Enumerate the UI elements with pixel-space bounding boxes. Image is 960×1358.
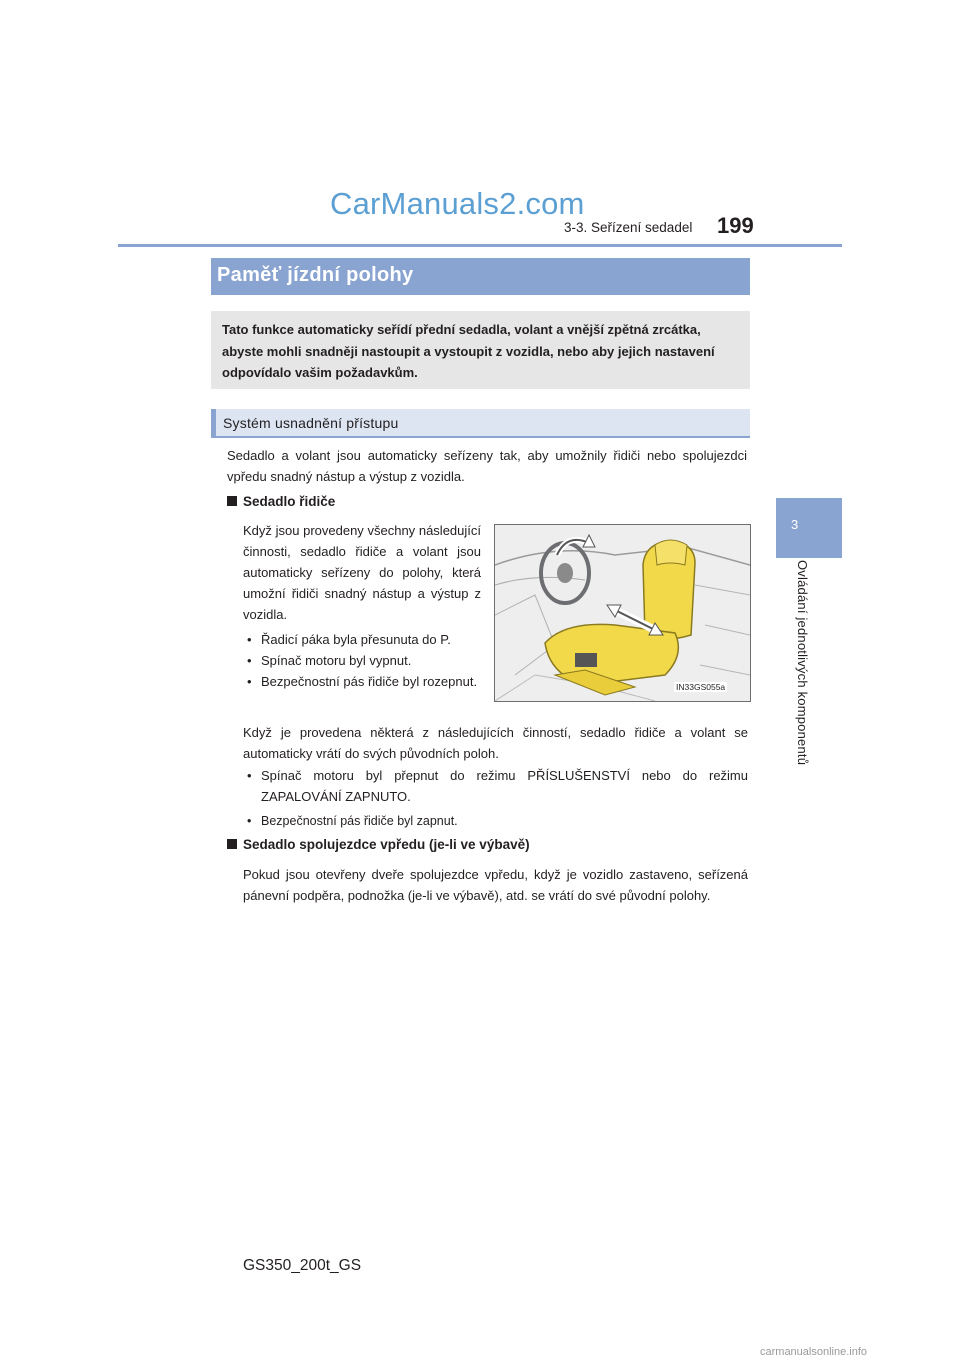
list-item: • Řadicí páka byla přesunuta do P. (243, 629, 481, 650)
list-item: • Bezpečnostní pás řidiče byl zapnut. (243, 811, 748, 832)
bullet-dot-icon: • (247, 674, 252, 689)
footer-watermark[interactable]: carmanualsonline.info (760, 1346, 868, 1358)
section-title: Paměť jízdní polohy (217, 264, 414, 286)
header-divider (118, 244, 842, 247)
driver-seat-heading (227, 494, 335, 509)
passenger-seat-heading-text: Sedadlo spolujezdce vpředu (je-li ve výbavě) (243, 837, 530, 852)
driver-paragraph: Když jsou provedeny všechny následující činnosti, sedadlo řidiče a volant jsou automaticky seřízeny do polohy, která umožní řidiči snadný nástup a výstup z vozidla. (243, 523, 481, 622)
chapter-tab-number: 3 (791, 517, 799, 532)
chapter-tab-label: Ovládání jednotlivých komponentů (795, 560, 810, 766)
subsection-paragraph: Sedadlo a volant jsou automaticky seřízeny tak, aby umožnily řidiči nebo spolujezdci vpředu snadný nástup a výstup z vozidla. (227, 448, 747, 484)
figure-code: IN33GS055a (676, 682, 726, 692)
bullet-dot-icon: • (247, 653, 252, 668)
list-item: • Spínač motoru byl vypnut. (243, 650, 481, 671)
driver-seat-heading-text: Sedadlo řidiče (243, 494, 336, 509)
bullet-dot-icon: • (247, 814, 252, 828)
driver-conditions-list (243, 629, 481, 692)
list-item: • Spínač motoru byl přepnut do režimu PŘÍSLUŠENSTVÍ nebo do režimu ZAPALOVÁNÍ ZAPNUTO. (243, 765, 748, 807)
square-bullet-icon (227, 496, 237, 506)
page-number: 199 (717, 213, 754, 238)
chapter-tab (776, 498, 842, 558)
return-paragraph: Když je provedena některá z následujících činností, sedadlo řidiče a volant se automaticky vrátí do svých původních poloh. (243, 725, 748, 761)
passenger-paragraph: Pokud jsou otevřeny dveře spolujezdce vpředu, když je vozidlo zastaveno, seřízená pánevní podpěra, podnožka (je-li ve výbavě), atd. se vrátí do své původní polohy. (243, 867, 748, 903)
bullet-dot-icon: • (247, 632, 252, 647)
return-conditions-list (243, 765, 748, 832)
bullet-dot-icon: • (247, 768, 252, 783)
subsection-title: Systém usnadnění přístupu (223, 415, 399, 431)
subsection-bar-accent (211, 409, 216, 437)
square-bullet-icon (227, 839, 237, 849)
footer-model: GS350_200t_GS (243, 1257, 362, 1274)
seat-illustration (494, 524, 751, 702)
passenger-seat-heading (227, 837, 530, 852)
watermark-logo[interactable]: CarManuals2.com (330, 186, 585, 221)
chapter-title: 3-3. Seřízení sedadel (564, 220, 693, 235)
intro-text: Tato funkce automaticky seřídí přední sedadla, volant a vnější zpětná zrcátka, abyste mohli snadněji nastoupit a vystoupit z vozidla, nebo aby jejich nastavení odpovídalo vašim požadavkům. (222, 322, 715, 380)
seat-illustration-graphic (495, 525, 750, 701)
list-item: • Bezpečnostní pás řidiče byl rozepnut. (243, 671, 481, 692)
subsection-underline (211, 436, 750, 438)
